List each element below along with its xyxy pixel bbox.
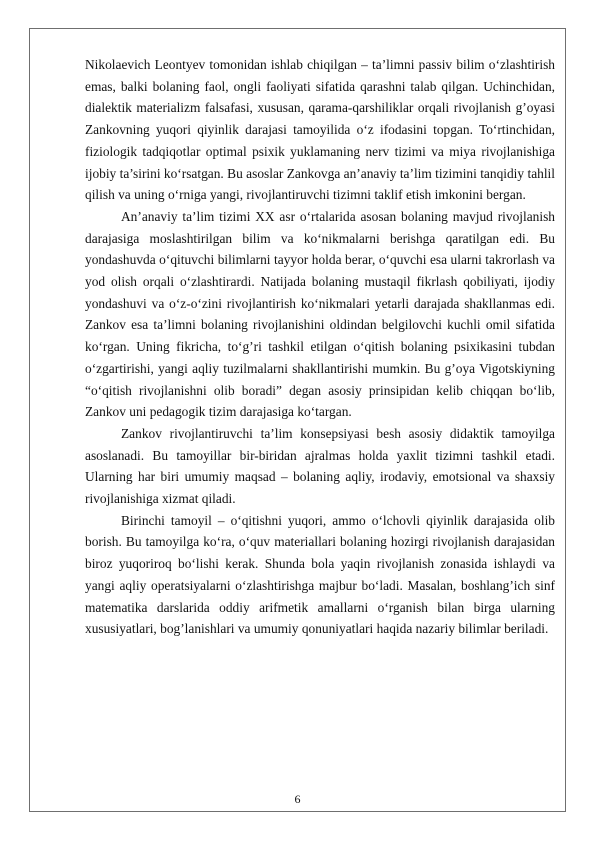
paragraph-3: Zankov rivojlantiruvchi ta’lim konsepsiyasi besh asosiy didaktik tamoyilga asoslanadi. Bu tamoyillar bir-biridan ajralmas holda yaxlit tizimni tashkil etadi. Ularning har biri umumiy maqsad – bolaning aqliy, irodaviy, emotsional va shaxsiy rivojlanishiga xizmat qiladi.: [85, 425, 555, 507]
body-text: [85, 54, 555, 640]
page-number: 6: [294, 792, 301, 806]
paragraph-2: An’anaviy ta’lim tizimi XX asr o‘rtalarida asosan bolaning mavjud rivojlanish darajasiga moslashtirilgan bilim va ko‘nikmalarni berishga qaratilgan edi. Bu yondashuvda o‘qituvchi bilimlarni tayyor holda berar, o‘quvchi esa ularni takrorlash va yod olish orqali o‘zlashtirardi. Natijada bolaning mustaqil fikrlash qobiliyati, ijodiy yondashuvi va o‘z-o‘zini rivojlantirish ko‘nikmalari yetarli darajada shakllanmas edi. Zankov esa ta’limni bolaning rivojlanishini oldindan belgilovchi kuchli omil sifatida ko‘rgan. Uning fikricha, to‘g’ri tashkil etilgan o‘qitish bolaning psixikasini tubdan o‘zgartirishi, yangi aqliy tuzilmalarni shakllantirishi mumkin. Bu g’oya Vigotskiyning “o‘qitish rivojlanishni olib boradi” degan asosiy prinsipidan kelib chiqqan bo‘lib, Zankov uni pedagogik tizim darajasiga ko‘targan.: [85, 208, 555, 420]
paragraph-1: Nikolaevich Leontyev tomonidan ishlab chiqilgan – ta’limni passiv bilim o‘zlashtirish emas, balki bolaning faol, ongli faoliyati sifatida qarashni talab qilgan. Uchinchidan, dialektik materializm falsafasi, xususan, qarama-qarshiliklar orqali rivojlanish g’oyasi Zankovning yuqori qiyinlik darajasi tamoyilida o‘z ifodasini topgan. To‘rtinchidan, fiziologik tadqiqotlar optimal psixik yuklamaning nerv tizimi va miya rivojlanishiga ijobiy ta’sirini ko‘rsatgan. Bu asoslar Zankovga an’anaviy ta’lim tizimini tanqidiy tahlil qilish va uning o‘rniga yangi, rivojlantiruvchi tizimni taklif etish imkonini bergan.: [85, 57, 555, 203]
paragraph-4: Birinchi tamoyil – o‘qitishni yuqori, ammo o‘lchovli qiyinlik darajasida olib borish. Bu tamoyilga ko‘ra, o‘quv materiallari bolaning hozirgi rivojlanish darajasidan biroz yuqoriroq bo‘lishi kerak. Shunda bola yaqin rivojlanish zonasida ishlaydi va yangi aqliy operatsiyalarni o‘zlashtirishga majbur bo‘ladi. Masalan, boshlang’ich sinf matematika darslarida oddiy arifmetik amallarni o‘rganish bilan birga ularning xususiyatlari, bog’lanishlari va umumiy qonuniyatlari haqida nazariy bilimlar beriladi.: [85, 512, 555, 637]
